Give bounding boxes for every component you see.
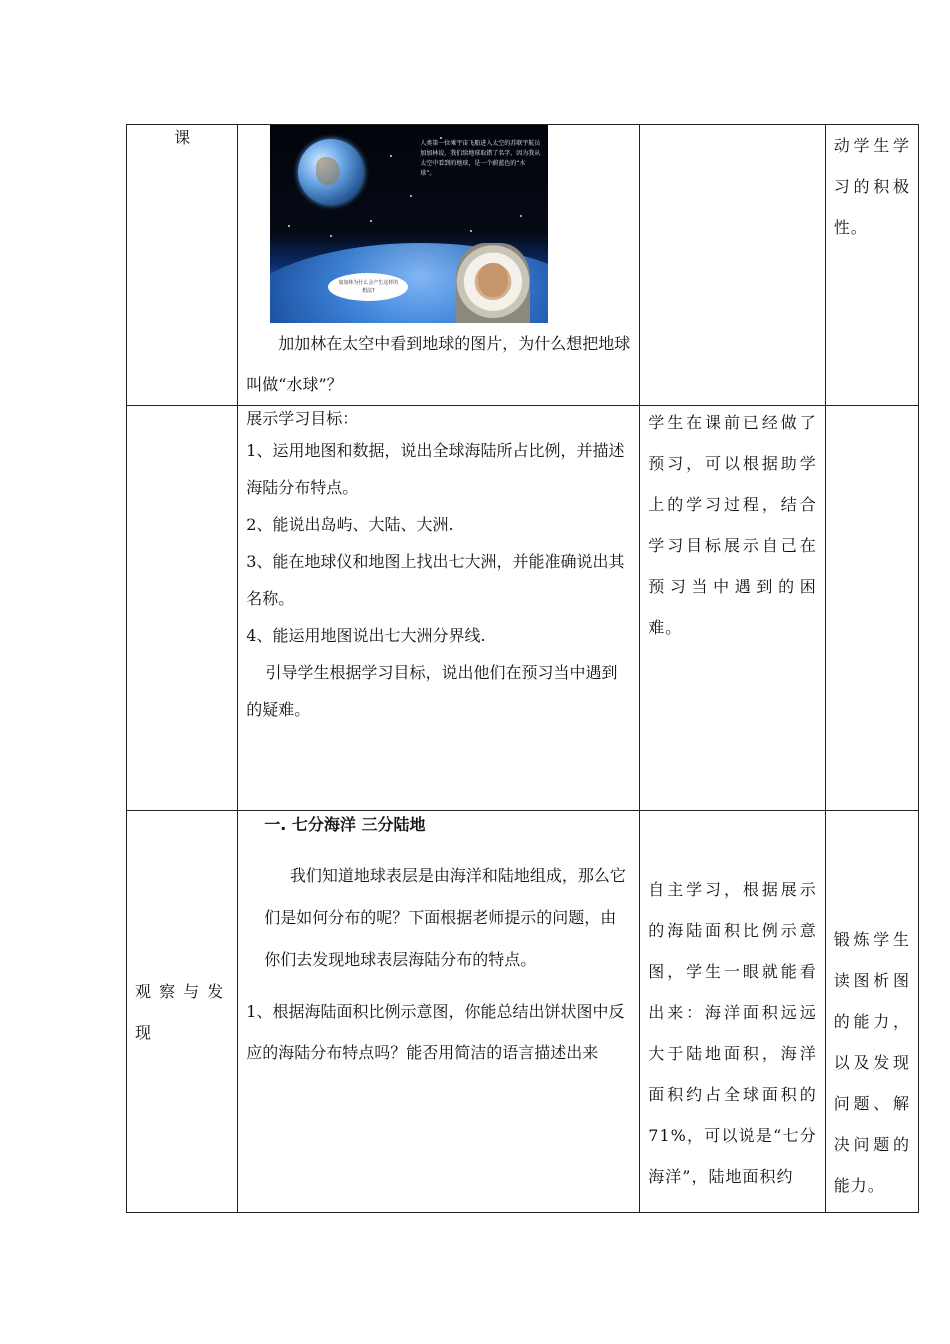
image-caption: 人类第一位乘宇宙飞船进入太空的苏联宇航员加加林说，我们给地球取错了名字，因为我从太空中看到的地球，是一个蔚蓝色的“水球”。: [420, 140, 541, 177]
table-row: [127, 125, 919, 406]
astronaut-figure: [456, 243, 530, 323]
lesson-plan-table: [126, 124, 919, 1213]
question-text: 1、根据海陆面积比例示意图，你能总结出饼状图中反应的海陆分布特点吗？能否用简洁的语言描述出来: [246, 1002, 625, 1062]
stage-cell: [127, 811, 238, 1213]
question-text: 加加林在太空中看到地球的图片，为什么想把地球叫做“水球”？: [246, 334, 631, 394]
teacher-activity-cell: [238, 125, 640, 406]
student-activity-text: 自主学习，根据展示的海陆面积比例示意图，学生一眼就能看出来：海洋面积远远大于陆地面积，海洋面积约占全球面积的71%，可以说是“七分海洋”，陆地面积约: [648, 880, 817, 1186]
earth-globe-icon: [298, 139, 364, 205]
table-row: [127, 811, 919, 1213]
stage-cell: [127, 406, 238, 811]
goal-item: 3、能在地球仪和地图上找出七大洲，并能准确说出其名称。: [246, 552, 625, 608]
student-activity-cell: [640, 406, 825, 811]
design-intent-cell: [825, 125, 918, 406]
goals-title: 展示学习目标：: [246, 409, 359, 428]
goal-item: 1、运用地图和数据，说出全球海陆所占比例，并描述海陆分布特点。: [246, 441, 625, 497]
design-intent-text: 锻炼学生读图析图的能力，以及发现问题、解决问题的能力。: [833, 930, 910, 1195]
design-intent-text: 动学生学习的积极性。: [833, 136, 910, 237]
design-intent-cell: [825, 811, 918, 1213]
space-image: [270, 125, 548, 323]
stage-label: 课: [174, 128, 191, 147]
teacher-activity-cell: [238, 406, 640, 811]
table-row: [127, 406, 919, 811]
stage-cell: [127, 125, 238, 406]
student-activity-cell: [640, 811, 825, 1213]
student-activity-cell: [640, 125, 825, 406]
stage-label: 观察与发现: [135, 981, 230, 1042]
goal-item: 2、能说出岛屿、大陆、大洲.: [246, 515, 454, 534]
design-intent-cell: [825, 406, 918, 811]
intro-text: 我们知道地球表层是由海洋和陆地组成，那么它们是如何分布的呢？下面根据老师提示的问题，由你们去发现地球表层海陆分布的特点。: [264, 866, 626, 969]
student-activity-text: 学生在课前已经做了预习，可以根据助学上的学习过程，结合学习目标展示自己在预习当中遇到的困难。: [648, 413, 817, 637]
section-heading: 一. 七分海洋 三分陆地: [264, 815, 426, 834]
teacher-activity-cell: [238, 811, 640, 1213]
guide-text: 引导学生根据学习目标，说出他们在预习当中遇到的疑难。: [246, 663, 618, 719]
goal-item: 4、能运用地图说出七大洲分界线.: [246, 626, 486, 645]
speech-bubble: 加加林为什么会产生这样的想法?: [328, 273, 408, 301]
